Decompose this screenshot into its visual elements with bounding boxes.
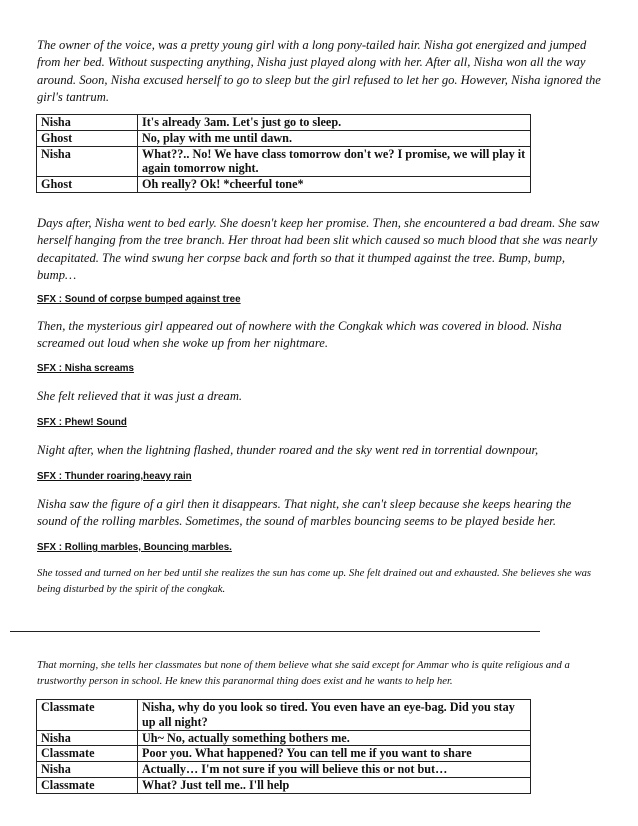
table-row: [37, 700, 531, 731]
narration-paragraph: Nisha saw the figure of a girl then it disappears. That night, she can't sleep because she keeps hearing the sound of the rolling marbles. Sometimes, the sound of marbles bouncing seems to be played beside her.: [37, 497, 572, 529]
sfx-label: SFX : Sound of corpse bumped against tree: [37, 294, 241, 305]
table-row: [37, 777, 531, 793]
speaker-cell: Ghost: [37, 130, 138, 146]
line-cell: What? Just tell me.. I'll help: [138, 777, 531, 793]
narration-paragraph: Night after, when the lightning flashed, thunder roared and the sky went red in torrential downpour,: [37, 443, 539, 457]
line-cell: What??.. No! We have class tomorrow don't we? I promise, we will play it again tomorrow night.: [138, 146, 531, 177]
speaker-cell: Ghost: [37, 177, 138, 193]
sfx-label: SFX : Rolling marbles, Bouncing marbles.: [37, 542, 232, 553]
narration-paragraph: Then, the mysterious girl appeared out of nowhere with the Congkak which was covered in blood. Nisha screamed out loud when she woke up from her nightmare.: [37, 319, 562, 351]
dialogue-table-nisha-ghost: [36, 114, 531, 193]
line-cell: Poor you. What happened? You can tell me if you want to share: [138, 746, 531, 762]
line-cell: It's already 3am. Let's just go to sleep.: [138, 115, 531, 131]
line-cell: No, play with me until dawn.: [138, 130, 531, 146]
speaker-cell: Classmate: [37, 777, 138, 793]
narration-paragraph: The owner of the voice, was a pretty young girl with a long pony-tailed hair. Nisha got energized and jumped from her bed. Without suspecting anything, Nisha just played along with her. After all, Nisha won all the way around. Soon, Nisha excused herself to go to sleep but the girl refused to let her go. However, Nisha ignored the girl's tantrum.: [37, 38, 601, 104]
table-row: [37, 177, 531, 193]
table-row: [37, 115, 531, 131]
narration-paragraph: She felt relieved that it was just a dream.: [37, 389, 243, 403]
narration-paragraph: She tossed and turned on her bed until she realizes the sun has come up. She felt drained out and exhausted. She believes she was being disturbed by the spirit of the congkak.: [37, 567, 592, 595]
section-divider: [10, 631, 540, 632]
table-row: [37, 146, 531, 177]
dialogue-table-classmate-nisha: [36, 699, 531, 794]
table-row: [37, 746, 531, 762]
speaker-cell: Classmate: [37, 700, 138, 731]
sfx-label: SFX : Thunder roaring,heavy rain: [37, 471, 192, 482]
sfx-label: SFX : Phew! Sound: [37, 417, 127, 428]
table-row: [37, 762, 531, 778]
line-cell: Oh really? Ok! *cheerful tone*: [138, 177, 531, 193]
table-row: [37, 730, 531, 746]
narration-paragraph: That morning, she tells her classmates but none of them believe what she said except for Ammar who is quite religious and a trustworthy person in school. He knew this paranormal thing does exist and he wants to help her.: [37, 659, 570, 687]
sfx-label: SFX : Nisha screams: [37, 363, 134, 374]
speaker-cell: Nisha: [37, 730, 138, 746]
line-cell: Nisha, why do you look so tired. You even have an eye-bag. Did you stay up all night?: [138, 700, 531, 731]
speaker-cell: Classmate: [37, 746, 138, 762]
line-cell: Actually… I'm not sure if you will believe this or not but…: [138, 762, 531, 778]
speaker-cell: Nisha: [37, 115, 138, 131]
narration-paragraph: Days after, Nisha went to bed early. She doesn't keep her promise. Then, she encountered a bad dream. She saw herself hanging from the tree branch. Her throat had been slit which caused so much blood that she was nearly decapitated. The wind swung her corpse back and forth so that it thumped against the tree. Bump, bump, bump…: [37, 216, 600, 282]
speaker-cell: Nisha: [37, 146, 138, 177]
line-cell: Uh~ No, actually something bothers me.: [138, 730, 531, 746]
table-row: [37, 130, 531, 146]
speaker-cell: Nisha: [37, 762, 138, 778]
